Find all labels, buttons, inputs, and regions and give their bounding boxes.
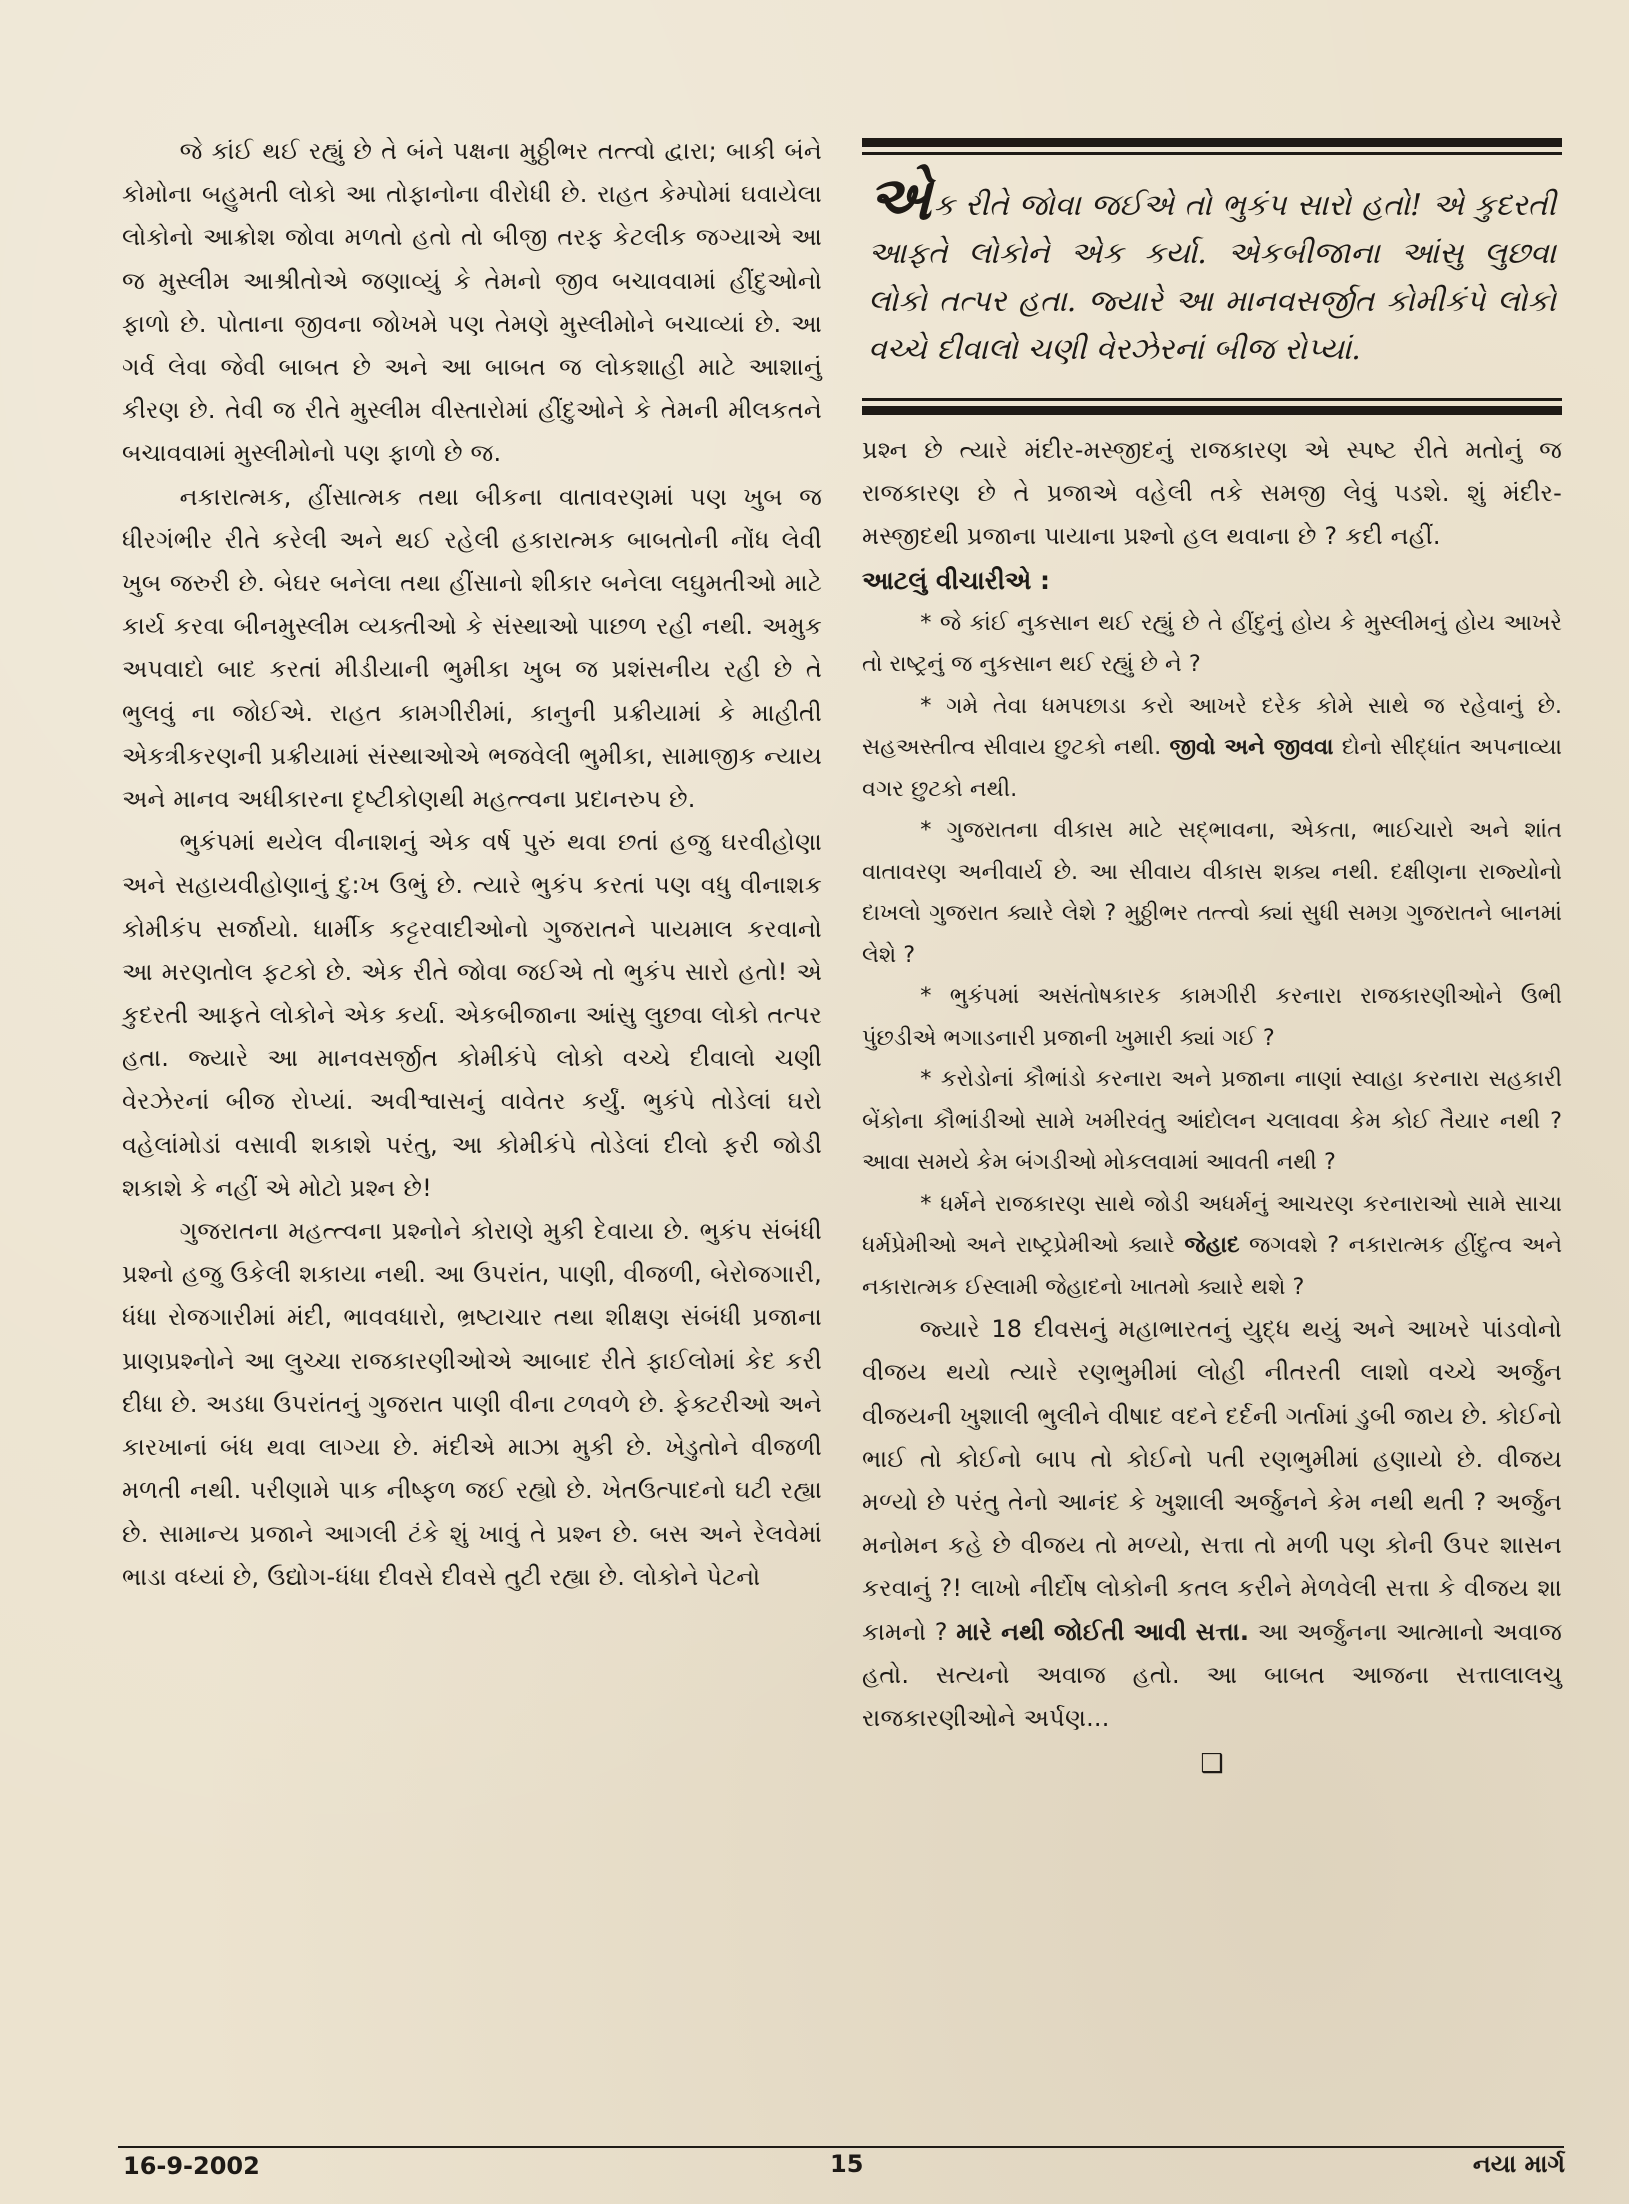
pull-quote (862, 164, 1562, 374)
rule-thick (862, 406, 1562, 415)
rule-thick (862, 138, 1562, 147)
bullet-item: * જે કાંઈ નુકસાન થઈ રહ્યું છે તે હીંદુનું હોય કે મુસ્લીમનું હોય આખરે તો રાષ્ટ્રનું જ નુકસાન થઈ રહ્યું છે ને ? (862, 609, 1562, 678)
pull-quote-dropcap: એ (868, 164, 932, 234)
article-paragraph: નકારાત્મક, હીંસાત્મક તથા બીકના વાતાવરણમાં પણ ખુબ જ ધીરગંભીર રીતે કરેલી અને થઈ રહેલી હકારાત્મક બાબતોની નોંધ લેવી ખુબ જરુરી છે. બેઘર બનેલા તથા હીંસાનો શીકાર બનેલા લઘુમતીઓ માટે કાર્ય કરવા બીનમુસ્લીમ વ્યક્તીઓ કે સંસ્થાઓ પાછળ રહી નથી. અમુક અપવાદો બાદ કરતાં મીડીયાની ભુમીકા ખુબ જ પ્રશંસનીય રહી છે તે ભુલવું ના જોઈએ. રાહત કામગીરીમાં, કાનુની પ્રક્રીયામાં કે માહીતી એકત્રીકરણની પ્રક્રીયામાં સંસ્થાઓએ ભજવેલી ભુમીકા, સામાજીક ન્યાય અને માનવ અધીકારના દૃષ્ટીકોણથી મહત્ત્વના પ્રદાનરુપ છે. (122, 482, 822, 814)
rule-thin (862, 152, 1562, 155)
bullet-item: * ગુજરાતના વીકાસ માટે સદ્ભાવના, એકતા, ભાઈચારો અને શાંત વાતાવરણ અનીવાર્ય છે. આ સીવાય વીકાસ શક્ય નથી. દક્ષીણના રાજ્યોનો દાખલો ગુજરાત ક્યારે લેશે ? મુઠ્ઠીભર તત્ત્વો ક્યાં સુધી સમગ્ર ગુજરાતને બાનમાં લેશે ? (862, 817, 1562, 968)
footer-date: 16-9-2002 (123, 2152, 260, 2180)
left-column (122, 130, 822, 1599)
right-column (862, 138, 1562, 1784)
bullet-item: * ગમે તેવા ધમપછાડા કરો આખરે દરેક કોમે સાથે જ રહેવાનું છે. સહઅસ્તીત્વ સીવાય છુટકો નથી. જીવો અને જીવવા દોનો સીદ્ધાંત અપનાવ્યા વગર છુટકો નથી. (862, 692, 1563, 802)
rule-thin (862, 398, 1562, 401)
pull-quote-text: ક રીતે જોવા જઈએ તો ભુકંપ સારો હતો! એ કુદરતી આફતે લોકોને એક કર્યા. એકબીજાના આંસુ લુછવા લોકો તત્પર હતા. જ્યારે આ માનવસર્જીત કોમીકંપે લોકો વચ્ચે દીવાલો ચણી વેરઝેરનાં બીજ રોપ્યાં. (868, 188, 1556, 367)
bullet-item: * કરોડોનાં કૌભાંડો કરનારા અને પ્રજાના નાણાં સ્વાહા કરનારા સહકારી બેંકોના કૌભાંડીઓ સામે ખમીરવંતુ આંદોલન ચલાવવા કેમ કોઈ તૈયાર નથી ? આવા સમયે કેમ બંગડીઓ મોકલવામાં આવતી નથી ? (862, 1066, 1562, 1176)
pull-quote-bottom-rules (862, 398, 1562, 415)
article-paragraph: પ્રશ્ન છે ત્યારે મંદીર-મસ્જીદનું રાજકારણ એ સ્પષ્ટ રીતે મતોનું જ રાજકારણ છે તે પ્રજાએ વહેલી તકે સમજી લેવું પડશે. શું મંદીર-મસ્જીદથી પ્રજાના પાયાના પ્રશ્નો હલ થવાના છે ? કદી નહીં. (862, 436, 1562, 551)
article-paragraph: જ્યારે 18 દીવસનું મહાભારતનું યુદ્ધ થયું અને આખરે પાંડવોનો વીજય થયો ત્યારે રણભુમીમાં લોહી નીતરતી લાશો વચ્ચે અર્જુન વીજયની ખુશાલી ભુલીને વીષાદ વદને દર્દની ગર્તામાં ડુબી જાય છે. કોઈનો ભાઈ તો કોઈનો બાપ તો કોઈનો પતી રણભુમીમાં હણાયો છે. વીજય મળ્યો છે પરંતુ તેનો આનંદ કે ખુશાલી અર્જુનને કેમ નથી થતી ? અર્જુન મનોમન કહે છે વીજય તો મળ્યો, સત્તા તો મળી પણ કોની ઉપર શાસન કરવાનું ?! લાખો નીર્દોષ લોકોની કતલ કરીને મેળવેલી સત્તા કે વીજય શા કામનો ? મારે નથી જોઈતી આવી સત્તા. આ અર્જુનના આત્માનો અવાજ હતો. સત્યનો અવાજ હતો. આ બાબત આજના સત્તાલાલચુ રાજકારણીઓને અર્પણ... (862, 1315, 1562, 1732)
bullet-item: * ધર્મને રાજકારણ સાથે જોડી અધર્મનું આચરણ કરનારાઓ સામે સાચા ધર્મપ્રેમીઓ અને રાષ્ટ્રપ્રેમીઓ ક્યારે જેહાદ જગવશે ? નકારાત્મક હીંદુત્વ અને નકારાત્મક ઈસ્લામી જેહાદનો ખાતમો ક્યારે થશે ? (862, 1190, 1562, 1300)
article-paragraph: ગુજરાતના મહત્ત્વના પ્રશ્નોને કોરાણે મુકી દેવાયા છે. ભુકંપ સંબંધી પ્રશ્નો હજુ ઉકેલી શકાયા નથી. આ ઉપરાંત, પાણી, વીજળી, બેરોજગારી, ધંધા રોજગારીમાં મંદી, ભાવવધારો, ભ્રષ્ટાચાર તથા શીક્ષણ સંબંધી પ્રજાના પ્રાણપ્રશ્નોને આ લુચ્ચા રાજકારણીઓએ આબાદ રીતે ફાઈલોમાં કેદ કરી દીધા છે. અડધા ઉપરાંતનું ગુજરાત પાણી વીના ટળવળે છે. ફેક્ટરીઓ અને કારખાનાં બંધ થવા લાગ્યા છે. મંદીએ માઝા મુકી છે. ખેડુતોને વીજળી મળતી નથી. પરીણામે પાક નીષ્ફળ જઈ રહ્યો છે. ખેતઉત્પાદનો ઘટી રહ્યા છે. સામાન્ય પ્રજાને આગલી ટંકે શું ખાવું તે પ્રશ્ન છે. બસ અને રેલવેમાં ભાડા વધ્યાં છે, ઉદ્યોગ-ધંધા દીવસે દીવસે તુટી રહ્યા છે. લોકોને પેટનો (122, 1217, 822, 1591)
footer-rule (118, 2146, 1564, 2148)
article-paragraph: જે કાંઈ થઈ રહ્યું છે તે બંને પક્ષના મુઠ્ઠીભર તત્ત્વો દ્વારા; બાકી બંને કોમોના બહુમતી લોકો આ તોફાનોના વીરોધી છે. રાહત કેમ્પોમાં ઘવાયેલા લોકોનો આક્રોશ જોવા મળતો હતો તો બીજી તરફ કેટલીક જગ્યાએ આ જ મુસ્લીમ આશ્રીતોએ જણાવ્યું કે તેમનો જીવ બચાવવામાં હીંદુઓનો ફાળો છે. પોતાના જીવના જોખમે પણ તેમણે મુસ્લીમોને બચાવ્યાં છે. આ ગર્વ લેવા જેવી બાબત છે અને આ બાબત જ લોકશાહી માટે આશાનું કીરણ છે. તેવી જ રીતે મુસ્લીમ વીસ્તારોમાં હીંદુઓને કે તેમની મીલકતને બચાવવામાં મુસ્લીમોનો પણ ફાળો છે જ. (122, 137, 822, 468)
end-mark-icon: ❑ (1200, 1749, 1224, 1780)
bullet-item: * ભુકંપમાં અસંતોષકારક કામગીરી કરનારા રાજકારણીઓને ઉભી પુંછડીએ ભગાડનારી પ્રજાની ખુમારી ક્યાં ગઈ ? (862, 983, 1562, 1051)
page-number: 15 (830, 2150, 864, 2178)
pull-quote-top-rules (862, 138, 1562, 155)
section-heading: આટલું વીચારીએ : (862, 565, 1050, 595)
magazine-name: નયા માર્ગ (1472, 2150, 1565, 2178)
article-paragraph: ભુકંપમાં થયેલ વીનાશનું એક વર્ષ પુરું થવા છતાં હજુ ઘરવીહોણા અને સહાયવીહોણાનું દુ:ખ ઉભું છે. ત્યારે ભુકંપ કરતાં પણ વધુ વીનાશક કોમીકંપ સર્જાયો. ધાર્મીક કટ્ટરવાદીઓનો ગુજરાતને પાયમાલ કરવાનો આ મરણતોલ ફટકો છે. એક રીતે જોવા જઈએ તો ભુકંપ સારો હતો! એ કુદરતી આફતે લોકોને એક કર્યા. એકબીજાના આંસુ લુછવા લોકો તત્પર હતા. જ્યારે આ માનવસર્જીત કોમીકંપે લોકો વચ્ચે દીવાલો ચણી વેરઝેરનાં બીજ રોપ્યાં. અવીશ્વાસનું વાવેતર કર્યું. ભુકંપે તોડેલાં ઘરો વહેલાંમોડાં વસાવી શકાશે પરંતુ, આ કોમીકંપે તોડેલાં દીલો ફરી જોડી શકાશે કે નહીં એ મોટો પ્રશ્ન છે! (122, 828, 822, 1202)
right-body (862, 429, 1562, 1784)
